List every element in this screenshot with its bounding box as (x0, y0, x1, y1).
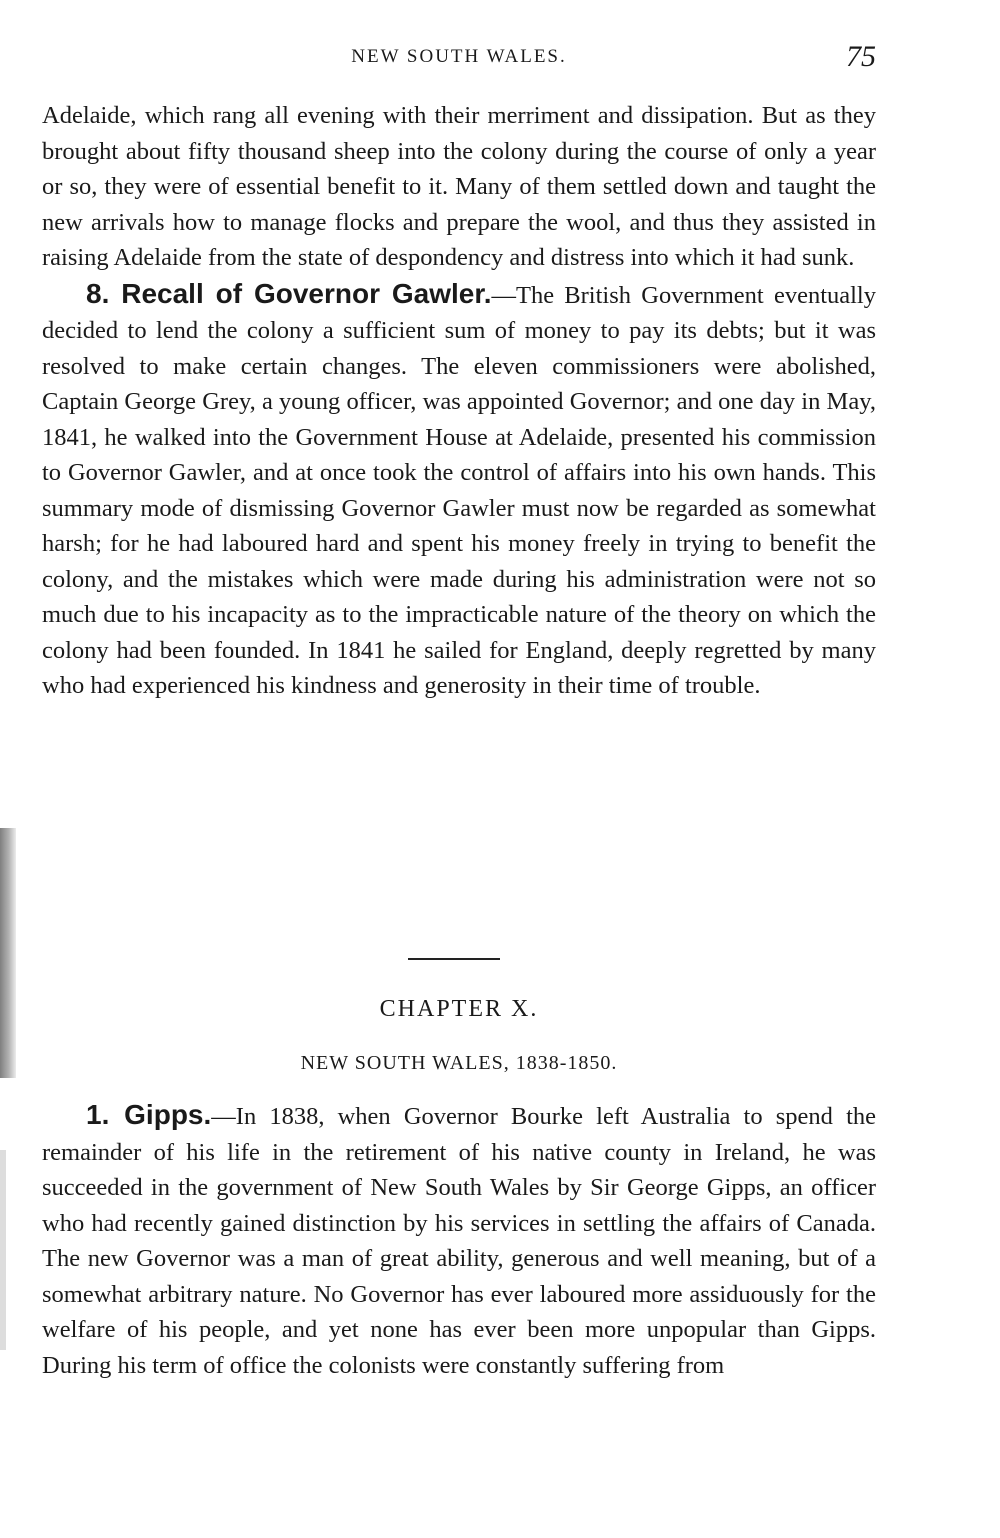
scan-edge-shadow (0, 828, 16, 1078)
upper-text-block (42, 98, 876, 704)
lower-text-block (42, 1097, 876, 1383)
running-title: NEW SOUTH WALES. (351, 46, 567, 67)
chapter-title: CHAPTER X. (379, 996, 539, 1022)
section-8-paragraph (42, 276, 876, 704)
section-1-paragraph (42, 1097, 876, 1383)
section-8-heading: 8. Recall of Governor Gawler. (86, 277, 492, 309)
section-1-heading: 1. Gipps. (86, 1099, 212, 1130)
section-1-body: —In 1838, when Governor Bourke left Australia to spend the remainder of his life in the retirement of his native county in Ireland, he was succeeded in the government of New South Wales by Sir George Gipps, an officer who had recently gained distinction by his services in settling the affairs of Canada. The new Governor was a man of great ability, generous and well meaning, but of a somewhat arbitrary nature. No Governor has ever laboured more assiduously for the welfare of his people, and yet none has ever been more unpopular than Gipps. During his term of office the colonists were constantly suffering from (42, 1103, 877, 1379)
chapter-subtitle: NEW SOUTH WALES, 1838-1850. (300, 1052, 618, 1074)
chapter-divider (408, 958, 500, 960)
scan-edge-shadow-faint (0, 1150, 6, 1350)
running-head (42, 40, 876, 76)
page-number: 75 (846, 40, 876, 73)
continuation-paragraph: Adelaide, which rang all evening with their merriment and dissipation. But as they brought about fifty thousand sheep into the colony during the course of only a year or so, they were of essential benefit to it. Many of them settled down and taught the new arrivals how to manage flocks and prepare the wool, and thus they assisted in raising Adelaide from the state of despondency and distress into which it had sunk. (42, 102, 876, 271)
section-8-body: —The British Government eventually decided to lend the colony a sufficient sum of money to pay its debts; but it was resolved to make certain changes. The eleven commissioners were abolished, Captain George Grey, a young officer, was appointed Governor; and one day in May, 1841, he walked into the Government House at Adelaide, presented his commission to Governor Gawler, and at once took the control of affairs into his own hands. This summary mode of dismissing Governor Gawler must now be regarded as somewhat harsh; for he had laboured hard and spent his money freely in trying to benefit the colony, and the mistakes which were made during his administration were not so much due to his incapacity as to the impracticable nature of the theory on which the colony had been founded. In 1841 he sailed for England, deeply regretted by many who had experienced his kindness and generosity in their time of trouble. (42, 281, 876, 699)
